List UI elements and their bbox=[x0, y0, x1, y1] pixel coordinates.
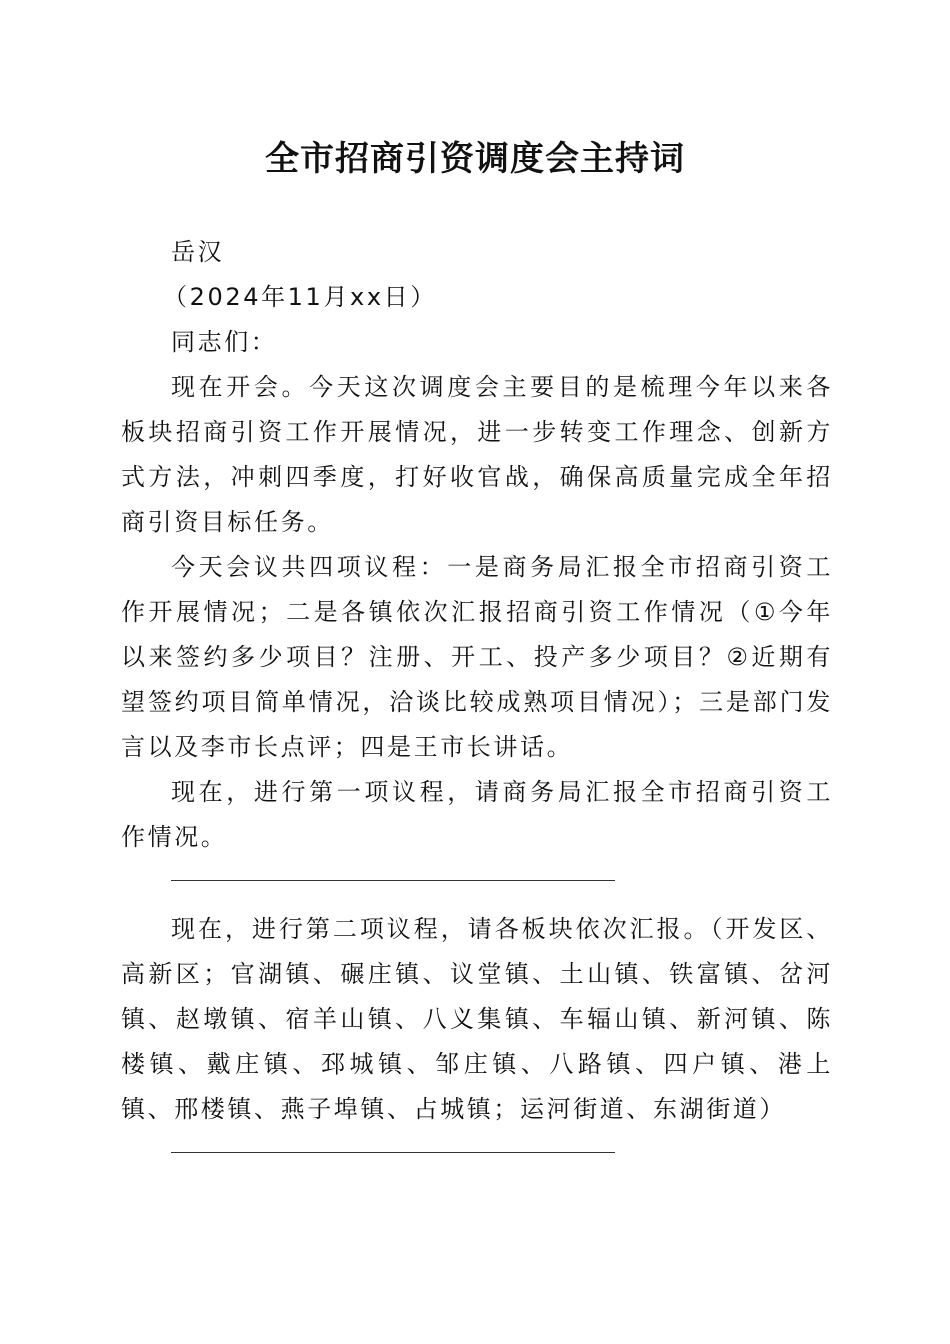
divider-rule bbox=[171, 880, 615, 881]
section-divider-1 bbox=[121, 860, 833, 905]
document-title: 全市招商引资调度会主持词 bbox=[265, 139, 685, 179]
salutation: 同志们： bbox=[171, 328, 278, 356]
section-divider-2 bbox=[121, 1132, 833, 1177]
date-line: （2024年11月xx日） bbox=[163, 283, 437, 311]
author-line: 岳汉 bbox=[171, 238, 225, 266]
document-body bbox=[121, 230, 833, 1177]
paragraph-agenda: 今天会议共四项议程：一是商务局汇报全市招商引资工作开展情况；二是各镇依次汇报招商引资工作情况（①今年以来签约多少项目？注册、开工、投产多少项目？②近期有望签约项目简单情况，洽谈比较成熟项目情况）；三是部门发言以及李市长点评；四是王市长讲话。 bbox=[121, 553, 833, 761]
paragraph-opening: 现在开会。今天这次调度会主要目的是梳理今年以来各板块招商引资工作开展情况，进一步转变工作理念、创新方式方法，冲刺四季度，打好收官战，确保高质量完成全年招商引资目标任务。 bbox=[121, 373, 833, 536]
paragraph-second-item: 现在，进行第二项议程，请各板块依次汇报。（开发区、高新区；官湖镇、碾庄镇、议堂镇、土山镇、铁富镇、岔河镇、赵墩镇、宿羊山镇、八义集镇、车辐山镇、新河镇、陈楼镇、戴庄镇、邳城镇、邹庄镇、八路镇、四户镇、港上镇、邢楼镇、燕子埠镇、占城镇；运河街道、东湖街道） bbox=[121, 915, 833, 1123]
paragraph-first-item: 现在，进行第一项议程，请商务局汇报全市招商引资工作情况。 bbox=[121, 778, 833, 851]
divider-rule bbox=[171, 1152, 615, 1153]
